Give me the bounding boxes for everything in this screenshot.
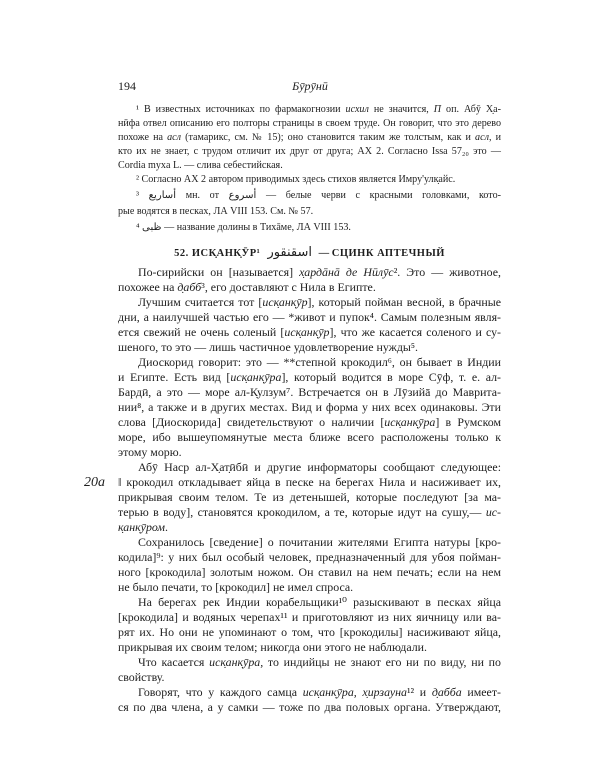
text-line [118,310,501,325]
text-segment: На берегах рек Индии корабельщики¹⁰ разыскивают в песках яйца [138,595,501,609]
text-line [118,325,501,340]
text-segment: Сохранилось [сведение] о почитании жителями Египта натуры [кро- [138,535,501,549]
italic-term: иск̣анк̣ӯра, х̣ирзауна [302,685,407,699]
italic-term: к̣анк̣ӯром [118,520,165,534]
text-segment: ется свежий не очень соленый [ [118,325,285,339]
text-segment: похоже на [118,132,168,143]
text-segment: ного [крокодила] золотым ножом. Он ставил на нем печать; если на нем [118,565,501,579]
text-segment: рые водятся в песках, ЛА VIII 153. См. № 57. [118,206,314,217]
text-line [118,103,501,117]
text-line [118,265,501,280]
section-title: 52. ИСК̣АНК̣ӮР¹ [174,248,261,259]
text-line [118,565,501,580]
text-segment: рят их. Но они не упоминают о том, что [крокодилы] насиживают яйца, [118,625,501,639]
text-line [118,385,501,400]
text-line [118,117,501,131]
text-segment: терью в воду], становятся крокодилом, а те, которые идут на сушу,— [118,505,486,519]
italic-term: П [433,104,442,115]
text-line [118,700,501,715]
text-line [118,295,501,310]
page-number: 194 [118,79,136,93]
text-segment: свойству. [118,670,165,684]
text-line [118,610,501,625]
text-segment: По-сирийски он [называется] [138,265,300,279]
text-line [118,145,501,159]
text-line [118,340,501,355]
text-segment: этому морю. [118,445,182,459]
text-segment: ‖ крокодил откладывает яйца в песке на берегах Нила и насиживает их, [118,475,501,489]
text-line [118,460,501,475]
text-line [84,475,501,490]
text-line [118,550,501,565]
footnotes [118,103,501,237]
italic-term: иск̣анк̣ӯр [284,325,330,339]
text-segment: (тамарикс, см. № 15); оно становится таким же толстым, как и [181,132,476,143]
text-segment: и Египте. Есть вид [ [118,370,231,384]
text-line [118,131,501,145]
italic-term: асл [167,132,182,143]
text-segment: шеного, то это — лишь частичное удовлетворение нужды⁵. [118,340,418,354]
text-segment: ], который пойман весной, в брачные [307,295,501,309]
text-segment: Лучшим считается тот [ [138,295,263,309]
text-segment: кто их не знает, с трудом отличит их друг от друга; АХ 2. Согласно Issa 57₂₀ это — [118,146,501,157]
text-segment: , и [488,132,502,143]
text-segment: Что касается [138,655,210,669]
text-segment: Cordia myxa L. — слива себестийская. [118,160,283,171]
text-segment: не было печати, то [крокодил] не имел спроса. [118,580,354,594]
italic-term: ис- [485,505,501,519]
text-segment: ], который водится в море Сӯф, т. е. ал- [281,370,501,384]
text-segment: нӣфа отвел описанию его полторы страницы в своем труде. Он говорит, что это дерево [118,118,501,129]
text-line [118,655,501,670]
text-line [118,205,501,219]
text-line [118,173,501,187]
italic-term: исхил [345,104,369,115]
text-segment: ³, его доставляют с Нила в Египте. [201,280,376,294]
text-segment: то индийцы не знают его ни по виду, ни по [263,655,501,669]
text-line [118,187,501,205]
italic-term: д̣абба [431,685,462,699]
text-segment: [крокодила] и водяных черепах¹¹ и приготовляют из них яичницу или ва- [118,610,501,624]
text-line [118,370,501,385]
text-segment: Диоскорид говорит: это — **степной крокодил⁶, он бывает в Индии [138,355,501,369]
section-title-arabic: اسقنقور [267,245,313,260]
text-segment: ³ أساريع мн. от أسروع — белые черви с красными головками, кото- [136,190,501,201]
text-line [118,670,501,685]
text-line [118,595,501,610]
text-segment: ². Это — животное, [393,265,501,279]
text-line [118,685,501,700]
text-segment: ² Согласно АХ 2 автором приводимых здесь стихов является Имру'улк̣айс. [136,174,456,185]
text-line [118,355,501,370]
text-segment: дни, а наилучшей частью его — *живот и пупок⁴. Самым полезным явля- [118,310,501,324]
text-segment: ся по два члена, а у самки — тоже по два половых органа. Утверждают, [118,700,501,714]
text-line [118,280,501,295]
text-line [118,445,501,460]
italic-term: иск̣анк̣ӯра, [209,655,264,669]
text-segment: Бардӣ, а это — море ал-К̣улзум⁷. Встречается он в Лӯзийā до Маврита- [118,385,501,399]
text-line [118,415,501,430]
text-segment: . [164,520,168,534]
text-segment: слова [Диоскорида] свидетельствуют о наличии [ [118,415,385,429]
text-segment: ¹ В известных источниках по фармакогнозии [136,104,346,115]
text-segment: похожее на [118,280,178,294]
text-segment: ] в Румском [435,415,501,429]
italic-term: д̣абб [177,280,202,294]
text-segment: ⁴ ظبى — название долины в Тихāме, ЛА VIII 153. [136,222,351,233]
italic-term: асл [475,132,489,143]
text-segment: ], что же касается соленого и су- [329,325,502,339]
text-segment: Абӯ Наср ал-Х̣ат̣ӣбӣ и другие информаторы сообщают следующее: [138,460,501,474]
section-heading [118,245,501,262]
text-segment: Говорят, что у каждого самца [138,685,303,699]
text-segment: кодила]⁹: у них был особый человек, предназначенный для убоя поймaн- [118,550,501,564]
text-line [118,535,501,550]
text-segment: нии⁸, а также и в других местах. Вид и форма у них всех одинаковы. Эти [118,400,501,414]
italic-term: х̣ардāнā де Нӣлӯс [299,265,394,279]
running-title: Бӯрӯнӣ [292,79,328,93]
manuscript-folio-marker: 20а [84,475,105,490]
text-line [118,490,501,505]
text-line [118,430,501,445]
text-line [118,219,501,237]
text-segment: прикрывая своим телом. Те из детенышей, которые последуют [за ма- [118,490,501,504]
main-text [84,265,502,715]
text-line [118,505,501,520]
text-segment: не значится, [368,104,434,115]
text-line [118,400,501,415]
text-segment: имеет- [461,685,501,699]
text-segment: прикрывая их своим телом; никогда они этого не наблюдали. [118,640,427,654]
text-line [118,159,501,173]
text-line [118,520,501,535]
italic-term: иск̣анк̣ӯра [230,370,282,384]
text-segment: оп. Абӯ Х̣а- [441,104,501,115]
italic-term: иск̣анк̣ӯра [384,415,436,429]
text-line [118,580,501,595]
italic-term: иск̣анк̣ӯр [262,295,308,309]
text-segment: море, ибо вышеупомянутые места ближе всего расположены только к [118,430,501,444]
text-segment: ¹² и [406,685,432,699]
text-line [118,640,501,655]
section-subtitle: — СЦИНК АПТЕЧНЫЙ [318,248,445,259]
text-line [118,625,501,640]
